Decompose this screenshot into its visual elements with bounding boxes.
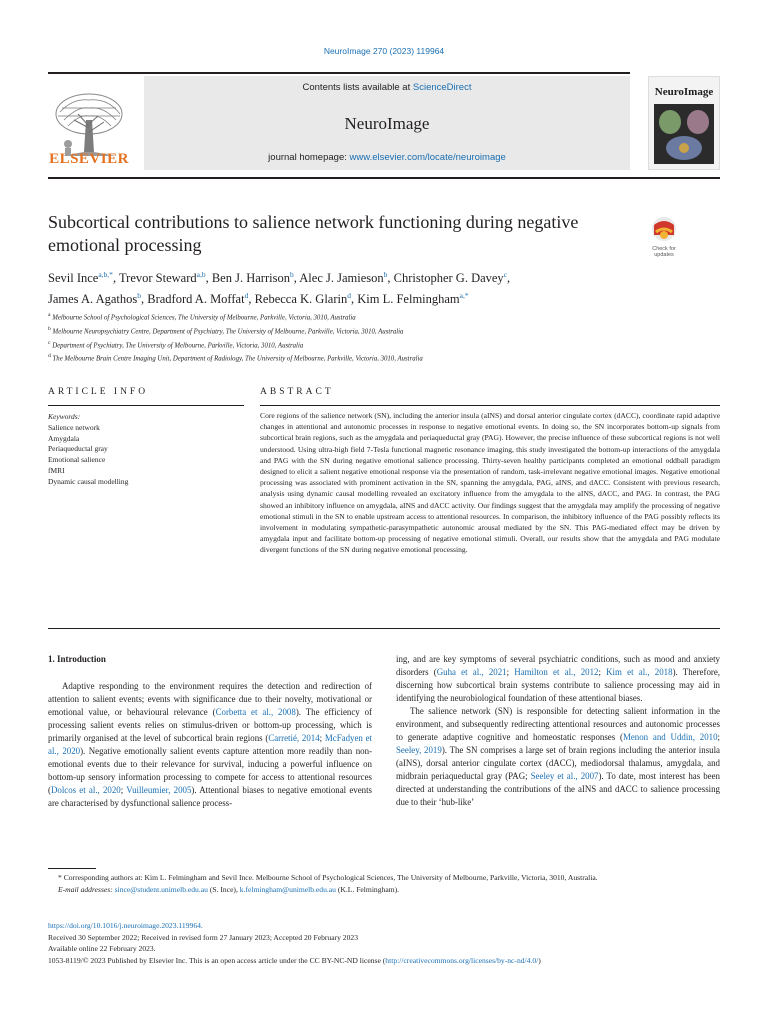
footnote-block — [48, 872, 720, 895]
contents-line — [144, 82, 630, 93]
license-prefix: 1053-8119/© 2023 Published by Elsevier Inc. This is an open access article under the CC BY-NC-ND license ( — [48, 955, 386, 965]
paragraph-text: ; — [319, 733, 325, 743]
abstract-bottom-rule — [48, 628, 720, 629]
homepage-line — [144, 152, 630, 163]
license-suffix: ) — [538, 955, 541, 965]
sciencedirect-link[interactable]: ScienceDirect — [412, 82, 472, 93]
author-name[interactable]: Bradford A. Moffat — [147, 292, 245, 307]
author-affiliation-marker[interactable]: b — [137, 291, 141, 301]
journal-name: NeuroImage — [344, 114, 430, 133]
citation-link[interactable]: Seeley, 2019 — [396, 745, 442, 755]
intro-right-column — [396, 653, 720, 809]
author-affiliation-marker[interactable]: d — [347, 291, 351, 301]
affiliation-text: Melbourne Neuropsychiatry Centre, Department of Psychiatry, The University of Melbourne, Parkville, Victoria, 3010, Australia — [52, 328, 404, 336]
keyword-item: fMRI — [48, 465, 65, 475]
keyword-item: Dynamic causal modelling — [48, 476, 129, 486]
author-name[interactable]: Kim L. Felmingham — [357, 292, 460, 307]
contents-prefix: Contents lists available at — [302, 82, 413, 93]
author-name[interactable]: James A. Agathos — [48, 292, 138, 307]
paragraph-text: ). Negative emotionally salient events capture attention more readily than non-emotional events due to their relevance for survival, inducing a powerful influence on bottom-up sensory information processing to compete for access to attentional resources ( — [48, 746, 372, 795]
author-separator: , — [205, 271, 212, 286]
email-owner-ince: (S. Ince), — [207, 884, 240, 894]
paragraph-text: ). The efficiency of processing salient events relies on stimulus-driven or bottom-up processing, which is primarily organised at the level of subcortical brain regions ( — [48, 707, 372, 743]
abstract-rule — [260, 405, 720, 406]
author-affiliation-marker[interactable]: c — [503, 270, 508, 279]
author-name[interactable]: Rebecca K. Glarin — [254, 292, 348, 307]
affiliation-marker: c — [48, 339, 51, 346]
author-affiliation-marker[interactable]: b — [383, 270, 388, 279]
email-label: E-mail addresses: — [58, 884, 115, 894]
paragraph-text: ; — [598, 667, 607, 677]
affiliation-line — [48, 324, 720, 338]
author-affiliation-marker[interactable]: d — [244, 291, 249, 301]
paragraph-text: ). Attentional biases to negative emotional events are characterised by dysfunctional salience process- — [48, 785, 373, 808]
intro-paragraph-2 — [396, 705, 720, 809]
affiliation-text: Melbourne School of Psychological Sciences, The University of Melbourne, Parkville, Victoria, 3010, Australia — [52, 314, 356, 322]
author-separator: , — [387, 271, 394, 286]
author-affiliation-marker[interactable]: a,* — [459, 291, 469, 301]
author-name[interactable]: Trevor Steward — [118, 271, 197, 286]
author-name[interactable]: Sevil Ince — [48, 271, 99, 286]
doi-link[interactable]: https://doi.org/10.1016/j.neuroimage.2023.119964. — [48, 921, 203, 930]
citation-link[interactable]: Hamilton et al., 2012 — [514, 667, 599, 677]
cover-brain-images — [654, 104, 714, 164]
affiliation-text: Department of Psychiatry, The University of Melbourne, Parkville, Victoria, 3010, Australia — [52, 341, 304, 349]
paragraph-text: ; — [506, 667, 515, 677]
article-info-rule — [48, 405, 244, 406]
available-online: Available online 22 February 2023. — [48, 944, 156, 953]
author-affiliation-marker[interactable]: a,b — [196, 270, 206, 279]
crossmark-line1: Check for — [652, 246, 676, 252]
affiliation-text: The Melbourne Brain Centre Imaging Unit, Department of Radiology, The University of Melbourne, Parkville, Victoria, 3010, Australia — [52, 355, 423, 363]
keyword-list — [48, 423, 244, 488]
citation-link[interactable]: McFadyen et al., 2020 — [48, 733, 372, 756]
paragraph-text: Adaptive responding to the environment requires the detection and redirection of attention to salient events; events with significance due to their novelty, motivational or emotional value, or behavioural relevance ( — [48, 681, 372, 717]
email-link-felmingham[interactable]: k.felmingham@unimelb.edu.au — [239, 884, 336, 894]
paragraph-text: ; — [717, 732, 720, 742]
intro-left-column — [48, 680, 372, 810]
author-name[interactable]: Christopher G. Davey — [393, 271, 504, 286]
abstract-heading: ABSTRACT — [260, 387, 334, 397]
paragraph-text: ). To date, most interest has been directed at understanding the contributions of the aINS and dACC to salience processing due to their ‘hub-like’ — [396, 771, 720, 807]
author-list — [48, 266, 720, 308]
affiliation-marker: d — [48, 353, 51, 360]
cover-title: NeuroImage — [654, 86, 714, 98]
section-heading: 1. Introduction — [48, 654, 106, 664]
author-separator: , — [112, 271, 119, 286]
affiliation-marker: b — [48, 325, 51, 332]
keyword-item: Amygdala — [48, 433, 80, 443]
intro-paragraph-1-continued — [396, 653, 720, 705]
corresponding-author-note: * Corresponding authors at: Kim L. Felmingham and Sevil Ince. Melbourne School of Psychological Sciences, The University of Melbourne, Parkville, Victoria, 3010, Australia. — [58, 873, 598, 882]
journal-homepage-link[interactable]: www.elsevier.com/locate/neuroimage — [349, 152, 506, 163]
email-addresses — [48, 884, 720, 896]
citation-link[interactable]: Corbetta et al., 2008 — [215, 707, 296, 717]
citation-link[interactable]: Menon and Uddin, 2010 — [622, 732, 718, 742]
license-line — [48, 955, 720, 967]
author-name[interactable]: Ben J. Harrison — [211, 271, 290, 286]
article-footer — [48, 920, 720, 966]
affiliation-marker: a — [48, 312, 51, 318]
keywords-label: Keywords: — [48, 412, 81, 421]
citation-link[interactable]: Dolcos et al., 2020 — [50, 785, 121, 795]
paragraph-text: ing, and are key symptoms of several psychiatric conditions, such as mood and anxiety disorders ( — [396, 654, 720, 677]
homepage-prefix: journal homepage: — [268, 152, 350, 163]
author-separator: , — [248, 292, 255, 307]
affiliation-line — [48, 310, 720, 324]
author-affiliation-marker[interactable]: b — [289, 270, 294, 279]
author-separator: , — [350, 292, 358, 307]
crossmark-line2: updates — [654, 252, 674, 258]
header-bottom-rule — [48, 177, 720, 179]
affiliation-list — [48, 310, 720, 365]
email-link-ince[interactable]: since@student.unimelb.edu.au — [114, 884, 208, 894]
author-separator: , — [293, 271, 300, 286]
paragraph-text: ). The SN comprises a large set of brain regions including the anterior insula (aINS), dorsal anterior cingulate cortex (dACC), mediodorsal thalamus, amygdala, and midbrain periaqueductal gray (PAG; — [396, 745, 720, 781]
affiliation-line — [48, 338, 720, 352]
author-name[interactable]: Alec J. Jamieson — [299, 271, 384, 286]
header-top-rule — [48, 72, 630, 74]
keyword-item: Periaqueductal gray — [48, 444, 108, 454]
citation-link[interactable]: Guha et al., 2021 — [436, 667, 507, 677]
citation-link[interactable]: Carretié, 2014 — [268, 733, 320, 743]
article-title: Subcortical contributions to salience network functioning during negative emotional processing — [48, 212, 579, 255]
keywords-block — [48, 412, 244, 488]
intro-paragraph-1 — [48, 680, 372, 810]
license-link[interactable]: http://creativecommons.org/licenses/by-nc-nd/4.0/ — [385, 955, 539, 965]
elsevier-wordmark: ELSEVIER — [49, 151, 129, 167]
affiliation-line — [48, 351, 720, 365]
citation-link[interactable]: Seeley et al., 2007 — [530, 771, 599, 781]
citation-link[interactable]: Kim et al., 2018 — [606, 667, 673, 677]
author-separator: , — [140, 292, 148, 307]
keyword-item: Emotional salience — [48, 455, 106, 465]
article-info-heading: ARTICLE INFO — [48, 387, 149, 397]
paragraph-text: The salience network (SN) is responsible for detecting salient information in the environment, and subsequently redirecting attentional resources and autonomic processes to generate adaptive cognitive and homeostatic responses ( — [396, 706, 720, 742]
abstract-text: Core regions of the salience network (SN), including the anterior insula (aINS) and dorsal anterior cingulate cortex (dACC), coordinate rapid adaptive changes in attentional and autonomic processes in response to negative emotional events. In doing so, the SN incorporates bottom-up signals from subcortical brain regions, such as the amygdala and periaqueductal gray (PAG). However, the precise influence of these subcortical regions is not well understood. Using ultra-high field 7-Tesla functional magnetic resonance imaging, this study investigated the bottom-up interactions of the amygdala and PAG with the SN during negative emotional salience processing. Thirty-seven healthy participants completed an emotional oddball paradigm designed to elicit a salient negative emotional response via the presentation of random, task-irrelevant negative emotional images. Negative emotional processing was associated with prominent activation in the SN, spanning the amygdala, PAG, aINS, and dACC. Consistent with previous research, analysis using dynamic causal modelling revealed an excitatory influence from the amygdala to the aINS, dACC, and PAG. In contrast, the PAG showed an inhibitory influence on amygdala, aINS and dACC activity. Our findings suggest that the amygdala may amplify the processing of negative emotional stimuli in the SN to enable upstream access to attentional resources. In comparison, the inhibitory influence of the PAG possibly reflects its involvement in modulating sympathetic-parasympathetic autonomic arousal mediated by the SN. This PAG-mediated effect may be driven by amygdala input and facilitate bottom-up processing of negative emotional stimuli. Overall, our results show that the amygdala and PAG modulate divergent functions of the SN during negative emotional processing. — [260, 411, 720, 555]
paragraph-text: ). Therefore, discerning how subcortical brain systems contribute to salience processing may aid in identifying the neurobiological foundation of these attentional biases. — [396, 667, 720, 703]
email-owner-felmingham: (K.L. Felmingham). — [335, 884, 400, 894]
paragraph-text: ; — [120, 785, 127, 795]
journal-reference[interactable]: NeuroImage 270 (2023) 119964 — [323, 46, 445, 56]
author-affiliation-marker[interactable]: a,b,* — [98, 270, 113, 279]
received-dates: Received 30 September 2022; Received in revised form 27 January 2023; Accepted 20 February 2023 — [48, 932, 358, 942]
check-for-updates-icon[interactable] — [645, 215, 683, 259]
citation-link[interactable]: Vuilleumier, 2005 — [126, 785, 192, 795]
author-separator: , — [507, 271, 511, 286]
footnote-rule — [48, 868, 96, 869]
keyword-item: Salience network — [48, 422, 100, 432]
